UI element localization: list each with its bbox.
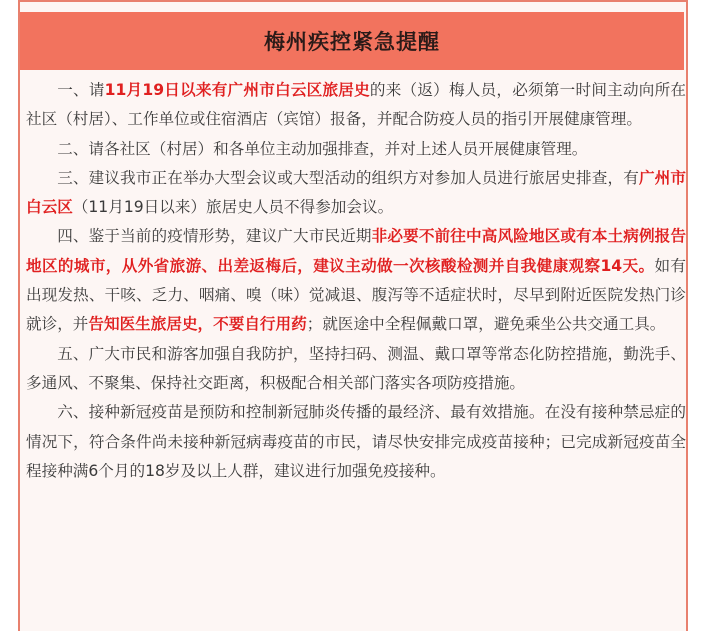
paragraph-1-highlight: 11月19日以来有广州市白云区旅居史 [104,81,370,99]
paragraph-3-text: 三、建议我市正在举办大型会议或大型活动的组织方对参加人员进行旅居史排查，有 [57,168,639,187]
paragraph-5 [26,340,686,399]
paragraph-4-text: ；就医途中全程佩戴口罩，避免乘坐公共交通工具。 [306,315,666,334]
paragraph-1-text: 的来（返）梅人员，必须第一时间主动向所在社区（村居）、工作单位或住宿酒店（宾馆）报备，并配合防疫人员的指引开展健康管理。 [26,81,686,129]
paragraph-1-text: 一、请 [57,81,105,99]
paragraph-2 [26,135,686,164]
paragraph-4 [26,222,686,339]
paragraph-2-text: 二、请各社区（村居）和各单位主动加强排查，并对上述人员开展健康管理。 [57,139,588,158]
paragraph-4-text: 四、鉴于当前的疫情形势，建议广大市民近期 [57,227,372,246]
paragraph-3-highlight: 广州市白云区 [26,168,686,217]
page-title: 梅州疾控紧急提醒 [264,30,440,54]
paragraph-4-highlight: 告知医生旅居史，不要自行用药 [88,315,307,334]
paragraph-4-highlight: 非必要不前往中高风险地区或有本土病例报告地区的城市，从外省旅游、出差返梅后，建议主动做一次核酸检测并自我健康观察14天。 [26,227,686,275]
paragraph-6 [26,398,686,486]
notice-body [26,76,686,486]
paragraph-3 [26,164,686,223]
paragraph-5-text: 五、广大市民和游客加强自我防护，坚持扫码、测温、戴口罩等常态化防控措施，勤洗手、多通风、不聚集、保持社交距离，积极配合相关部门落实各项防疫措施。 [26,344,686,392]
title-banner [20,12,684,70]
paragraph-1 [26,76,686,135]
paragraph-3-text: （11月19日以来）旅居史人员不得参加会议。 [72,198,394,217]
paragraph-4-text: 如有出现发热、干咳、乏力、咽痛、嗅（味）觉减退、腹泻等不适症状时，尽早到附近医院发热门诊就诊，并 [26,256,686,334]
paragraph-6-text: 六、接种新冠疫苗是预防和控制新冠肺炎传播的最经济、最有效措施。在没有接种禁忌症的情况下，符合条件尚未接种新冠病毒疫苗的市民，请尽快安排完成疫苗接种；已完成新冠疫苗全程接种满6个月的18岁及以上人群，建议进行加强免疫接种。 [26,403,686,480]
